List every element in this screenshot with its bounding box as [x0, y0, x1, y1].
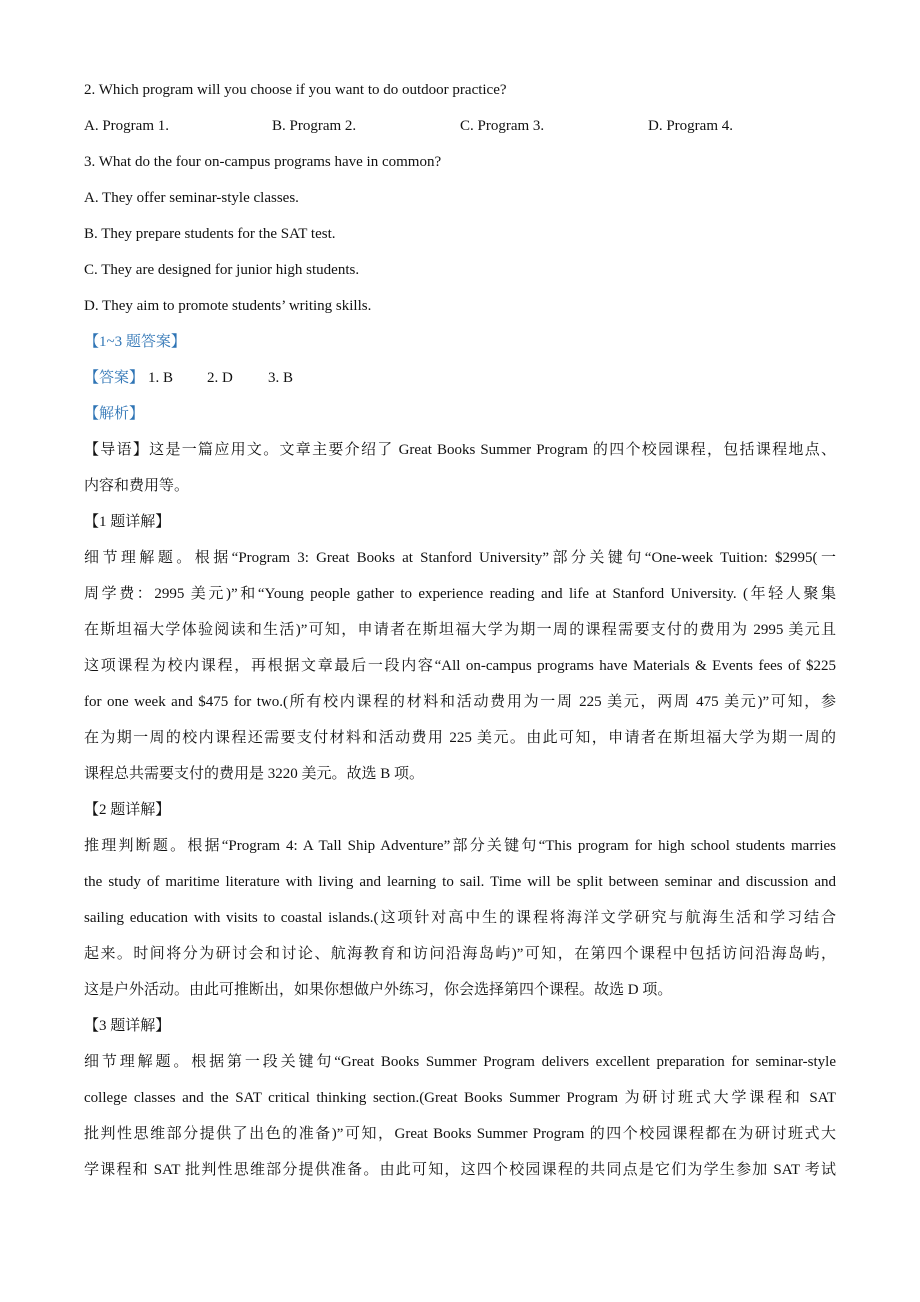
q2-option-c: C. Program 3. — [460, 118, 545, 134]
q2-detail-line: the study of maritime literature with living and learning to sail. Time will be split between seminar and discussion and — [84, 874, 836, 890]
q3-option-d: D. They aim to promote students’ writing skills. — [84, 298, 372, 314]
q3-option-b: B. They prepare students for the SAT test. — [84, 226, 336, 242]
q3-detail-line: 批判性思维部分提供了出色的准备)”可知，Great Books Summer Program 的四个校园课程都在为研讨班式大 — [84, 1126, 836, 1142]
answer-line — [84, 368, 484, 388]
q1-detail-line: 细节理解题。根据“Program 3: Great Books at Stanford University”部分关键句“One-week Tuition: $2995(一 — [84, 550, 836, 566]
answer-heading: 【1~3 题答案】 — [84, 334, 186, 350]
q2-detail-line: 这是户外活动。由此可推断出，如果你想做户外练习，你会选择第四个课程。故选 D 项。 — [84, 982, 673, 998]
answer-3: 3. B — [268, 370, 294, 386]
q3-option-c: C. They are designed for junior high students. — [84, 262, 360, 278]
q2-option-a: A. Program 1. — [84, 118, 169, 134]
q1-detail-line: 在斯坦福大学体验阅读和生活)”可知，申请者在斯坦福大学为期一周的课程需要支付的费用为 2995 美元且 — [84, 622, 836, 638]
question-3-stem: 3. What do the four on-campus programs have in common? — [84, 154, 442, 170]
q1-detail-line: 在为期一周的校内课程还需要支付材料和活动费用 225 美元。由此可知，申请者在斯坦福大学为期一周的 — [84, 730, 836, 746]
answer-1: 1. B — [148, 370, 174, 386]
intro-line-1: 【导语】这是一篇应用文。文章主要介绍了 Great Books Summer Program 的四个校园课程，包括课程地点、 — [84, 442, 836, 458]
q3-detail-line: 学课程和 SAT 批判性思维部分提供准备。由此可知，这四个校园课程的共同点是它们为学生参加 SAT 考试 — [84, 1162, 836, 1178]
q3-detail-heading: 【3 题详解】 — [84, 1018, 171, 1034]
intro-line-2: 内容和费用等。 — [84, 478, 190, 494]
q1-detail-line: 这项课程为校内课程，再根据文章最后一段内容“All on-campus programs have Materials & Events fees of $225 — [84, 658, 836, 674]
q2-detail-heading: 【2 题详解】 — [84, 802, 171, 818]
q2-detail-line: 起来。时间将分为研讨会和讨论、航海教育和访问沿海岛屿)”可知，在第四个课程中包括访问沿海岛屿， — [84, 946, 836, 962]
answer-2: 2. D — [207, 370, 233, 386]
q1-detail-line: for one week and $475 for two.(所有校内课程的材料和活动费用为一周 225 美元，两周 475 美元)”可知，参 — [84, 694, 836, 710]
q2-option-b: B. Program 2. — [272, 118, 357, 134]
q2-option-d: D. Program 4. — [648, 118, 733, 134]
q1-detail-line: 课程总共需要支付的费用是 3220 美元。故选 B 项。 — [84, 766, 425, 782]
answer-label: 【答案】 — [84, 370, 145, 386]
q3-option-a: A. They offer seminar-style classes. — [84, 190, 299, 206]
q2-detail-line: 推理判断题。根据“Program 4: A Tall Ship Adventure”部分关键句“This program for high school students marries — [84, 838, 836, 854]
q3-detail-line: 细节理解题。根据第一段关键句“Great Books Summer Program delivers excellent preparation for seminar-style — [84, 1054, 836, 1070]
analysis-heading: 【解析】 — [84, 406, 145, 422]
q1-detail-heading: 【1 题详解】 — [84, 514, 171, 530]
question-2-options — [84, 116, 836, 136]
q1-detail-line: 周学费：2995 美元)”和“Young people gather to experience reading and life at Stanford University. (年轻人聚集 — [84, 586, 836, 602]
q3-detail-line: college classes and the SAT critical thinking section.(Great Books Summer Program 为研讨班式大学课程和 SAT — [84, 1090, 836, 1106]
question-2-stem: 2. Which program will you choose if you want to do outdoor practice? — [84, 82, 507, 98]
q2-detail-line: sailing education with visits to coastal islands.(这项针对高中生的课程将海洋文学研究与航海生活和学习结合 — [84, 910, 836, 926]
